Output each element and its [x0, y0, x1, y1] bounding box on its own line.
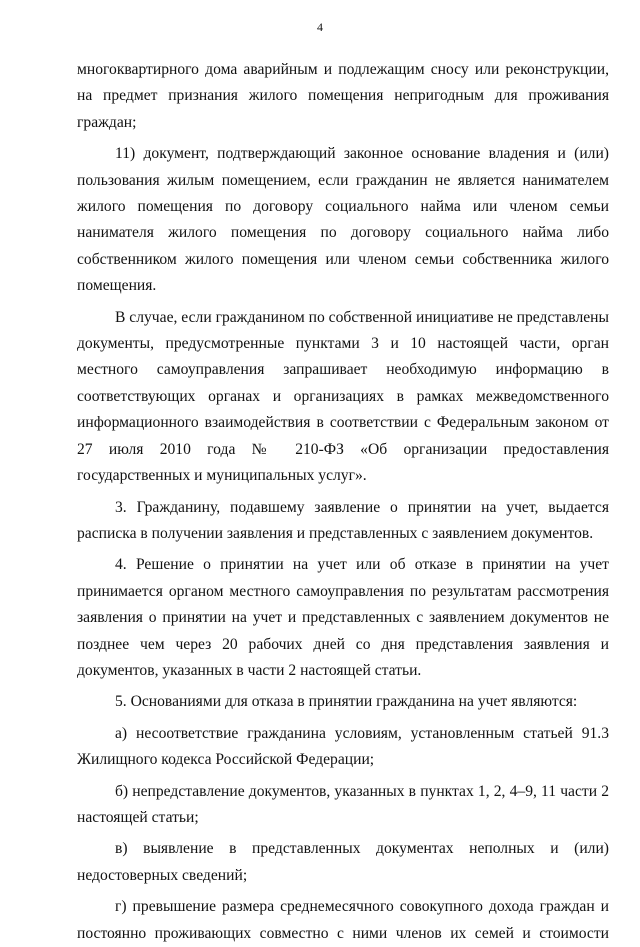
paragraph-part-5: 5. Основаниями для отказа в принятии гражданина на учет являются:: [115, 693, 578, 711]
paragraph-item-g: г) превышение размера среднемесячного совокупного дохода граждан и постоянно проживающих совместно с ними членов их семей и стоимости: [77, 898, 609, 942]
paragraph-item-b: б) непредставление документов, указанных в пунктах 1, 2, 4–9, 11 части 2 настоящей статьи;: [77, 782, 609, 826]
page-number: 4: [317, 20, 323, 34]
paragraph-interagency-request: В случае, если гражданином по собственной инициативе не представлены документы, предусмотренные пунктами 3 и 10 настоящей части, орган местного самоуправления запрашивает необходимую информацию в соответствующих органах и организациях в рамках межведомственного информационного взаимодействия в соответствии с Федеральным законом от 27 июля 2010 года № 210-ФЗ «Об организации предоставления государственных и муниципальных услуг».: [77, 308, 609, 485]
paragraph-part-3: 3. Гражданину, подавшему заявление о принятии на учет, выдается расписка в получении заявления и представленных с заявлением документов.: [77, 498, 609, 542]
paragraph-part-4: 4. Решение о принятии на учет или об отказе в принятии на учет принимается органом местного самоуправления по результатам рассмотрения заявления о принятии на учет и представленных с заявлением документов не позднее чем через 20 рабочих дней со дня представления заявления и документов, указанных в части 2 настоящей статьи.: [77, 556, 609, 679]
paragraph-continuation: многоквартирного дома аварийным и подлежащим сносу или реконструкции, на предмет признания жилого помещения непригодным для проживания граждан;: [77, 61, 609, 131]
document-body: [77, 57, 609, 947]
paragraph-item-v: в) выявление в представленных документах неполных и (или) недостоверных сведений;: [77, 840, 609, 884]
paragraph-item-11: 11) документ, подтверждающий законное основание владения и (или) пользования жилым помещением, если гражданин не является нанимателем жилого помещения по договору социального найма или членом семьи нанимателя жилого помещения по договору социального найма либо собственником жилого помещения или членом семьи собственника жилого помещения.: [77, 145, 609, 295]
paragraph-item-a: а) несоответствие гражданина условиям, установленным статьей 91.3 Жилищного кодекса Российской Федерации;: [77, 724, 609, 769]
